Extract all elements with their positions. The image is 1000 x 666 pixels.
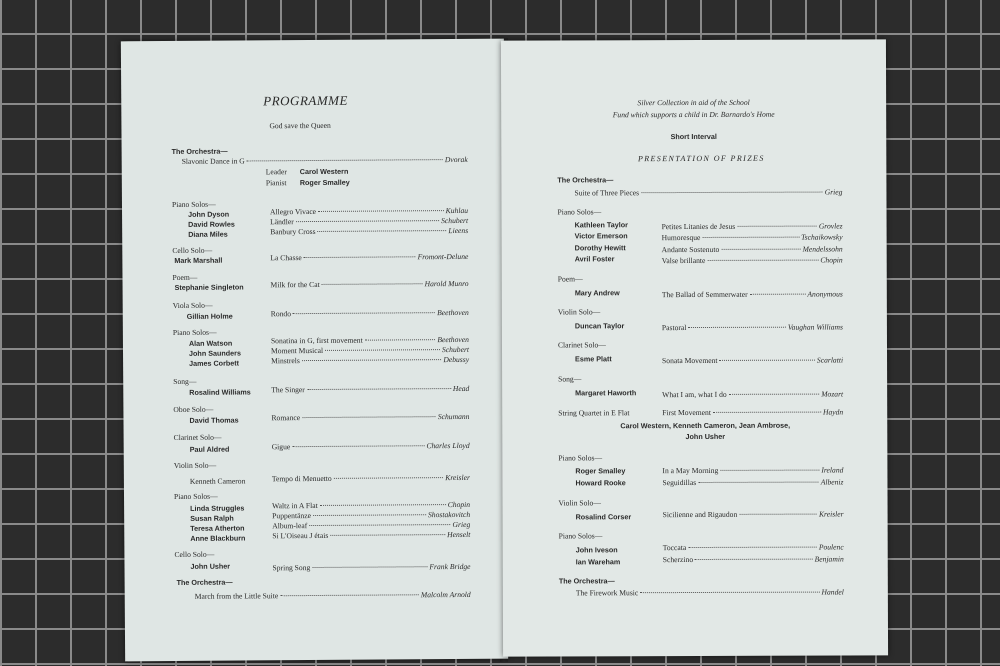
composer: Benjamin	[814, 554, 844, 564]
programme-left-page	[121, 39, 508, 662]
pianist-name: Roger Smalley	[299, 177, 350, 188]
piece: Romance	[271, 413, 301, 423]
section-heading: Viola Solo—	[172, 300, 213, 310]
programme-item	[272, 441, 470, 452]
piece: Moment Musical	[270, 345, 324, 356]
section-heading: The Orchestra—	[176, 577, 233, 587]
section-heading: Piano Solos—	[557, 207, 602, 217]
section-heading: Cello Solo—	[172, 245, 213, 255]
performer: Roger Smalley	[575, 466, 626, 476]
piece: Ländler	[270, 217, 294, 227]
piece: Milk for the Cat	[270, 279, 320, 290]
section-heading: String Quartet in E Flat	[558, 408, 630, 418]
programme-item	[662, 244, 843, 255]
performer: Rosalind Corser	[575, 512, 632, 522]
quartet-players: John Usher	[685, 431, 726, 442]
programme-item	[663, 542, 844, 553]
performer: John Dyson	[188, 209, 230, 219]
performer: Kathleen Taylor	[574, 220, 628, 230]
programme-item	[662, 407, 843, 418]
performer: Diana Miles	[188, 229, 228, 239]
piece: Puppentänze	[272, 511, 311, 521]
programme-item	[270, 252, 468, 263]
piece: Spring Song	[272, 563, 311, 573]
piece: Tempo di Menuetto	[271, 473, 332, 484]
programme-right-page	[501, 39, 888, 656]
programme-item	[271, 308, 469, 319]
performer: Victor Emerson	[574, 231, 628, 241]
section-heading: The Orchestra—	[171, 146, 228, 156]
composer: Tschaikowsky	[801, 232, 843, 242]
composer: Chopin	[820, 255, 843, 265]
programme-item	[663, 509, 844, 520]
piece: Suite of Three Pieces	[574, 188, 640, 198]
composer: Poulenc	[818, 542, 844, 552]
composer: Head	[452, 383, 470, 394]
composer: Mozart	[821, 389, 844, 399]
collection-note: Fund which supports a child in Dr. Barnardo's Home	[612, 109, 775, 120]
programme-item	[272, 530, 470, 541]
performer: Stephanie Singleton	[174, 282, 244, 292]
performer: Duncan Taylor	[574, 321, 625, 331]
performer: John Iveson	[575, 545, 618, 555]
performer: Kenneth Cameron	[189, 476, 246, 486]
piece: Pastoral	[661, 323, 687, 333]
section-heading: Violin Solo—	[557, 307, 601, 317]
prizes-heading: PRESENTATION OF PRIZES	[637, 153, 765, 164]
programme-item	[195, 590, 471, 602]
performer: Gillian Holme	[186, 311, 233, 321]
composer: Beethoven	[437, 307, 469, 318]
section-heading: Song—	[558, 374, 582, 384]
section-heading: Poem—	[557, 274, 583, 284]
section-heading: Piano Solos—	[171, 199, 216, 209]
performer: James Corbett	[189, 358, 240, 368]
interval: Short Interval	[670, 131, 717, 142]
piece: The Firework Music	[575, 588, 639, 598]
composer: Mendelssohn	[802, 244, 843, 254]
section-heading: Piano Solos—	[558, 531, 603, 541]
composer: Harold Munro	[424, 278, 469, 289]
composer: Frank Bridge	[429, 561, 471, 572]
programme-item	[662, 221, 843, 232]
composer: Kreisler	[445, 472, 470, 483]
composer: Malcolm Arnold	[420, 589, 471, 600]
programme-item	[662, 232, 843, 243]
composer: Kuhlau	[445, 205, 469, 216]
piece: Allegro Vivace	[270, 206, 317, 217]
performer: Mark Marshall	[174, 255, 223, 265]
programme-item	[662, 465, 843, 476]
programme-item	[270, 226, 468, 237]
quartet-players: Carol Western, Kenneth Cameron, Jean Ambrose,	[620, 420, 791, 431]
section-heading: Poem—	[172, 272, 198, 282]
section-heading: Violin Solo—	[173, 460, 217, 470]
section-heading: The Orchestra—	[558, 576, 615, 586]
performer: Ian Wareham	[575, 557, 621, 567]
piece: La Chasse	[270, 253, 302, 263]
piece: Sonatina in G, first movement	[270, 335, 363, 346]
piece: In a May Morning	[662, 465, 719, 476]
piece: The Ballad of Semmerwater	[661, 289, 748, 300]
composer: Henselt	[447, 529, 471, 540]
performer: Avril Foster	[574, 254, 615, 264]
composer: Schubert	[441, 344, 470, 355]
piece: Sicilienne and Rigaudon	[662, 509, 738, 520]
composer: Vaughan Williams	[787, 322, 843, 332]
composer: Beethoven	[437, 334, 469, 345]
piece: Si L'Oiseau J étais	[272, 530, 329, 541]
piece: Minstrels	[271, 356, 300, 366]
collection-note: Silver Collection in aid of the School	[637, 97, 750, 108]
composer: Grieg	[824, 187, 843, 197]
section-heading: Cello Solo—	[174, 549, 215, 559]
composer: Shostakovitch	[427, 509, 471, 520]
performer: Alan Watson	[188, 338, 233, 348]
section-heading: Song—	[173, 376, 197, 386]
programme-item	[272, 562, 470, 573]
anthem: God save the Queen	[269, 120, 331, 131]
performer: Susan Ralph	[190, 513, 234, 523]
programme-item	[662, 289, 843, 300]
piece: Gigue	[271, 442, 291, 452]
composer: Handel	[821, 587, 844, 597]
composer: Grovlez	[818, 221, 843, 231]
composer: Albeniz	[820, 477, 844, 487]
piece: What I am, what I do	[662, 389, 727, 400]
leader-name: Carol Western	[299, 166, 349, 177]
piece: Valse brillante	[661, 255, 706, 266]
programme-item	[271, 355, 469, 366]
composer: Schumann	[437, 411, 470, 422]
programme-item	[271, 412, 469, 423]
programme-item	[662, 355, 843, 366]
performer: Rosalind Williams	[189, 387, 251, 397]
programme-item	[182, 155, 468, 167]
composer: Grieg	[452, 519, 471, 530]
piece: Andante Sostenuto	[661, 244, 720, 255]
programme-item	[272, 473, 470, 484]
programme-item	[576, 587, 844, 598]
section-heading: Violin Solo—	[558, 498, 601, 508]
programme-item	[663, 554, 844, 565]
composer: Kreisler	[818, 509, 844, 519]
leader-label: Leader	[265, 167, 287, 177]
programme-item	[662, 389, 843, 400]
composer: Ireland	[821, 465, 844, 475]
performer: John Saunders	[188, 348, 241, 358]
performer: Howard Rooke	[575, 478, 626, 488]
performer: David Rowles	[188, 219, 235, 229]
programme-item	[271, 384, 469, 395]
piece: Album-leaf	[272, 521, 308, 531]
piece: Scherzino	[662, 555, 694, 565]
performer: Linda Struggles	[190, 503, 245, 513]
performer: Paul Aldred	[189, 444, 230, 454]
composer: Schubert	[441, 215, 469, 226]
programme-item	[662, 477, 843, 488]
section-heading: Piano Solos—	[558, 453, 603, 463]
piece: Humoresque	[661, 232, 701, 243]
programme-item	[662, 322, 843, 333]
programme-item	[271, 279, 469, 290]
composer: Fromont-Delune	[417, 251, 469, 262]
composer: Haydn	[822, 407, 844, 417]
composer: Lieens	[448, 225, 469, 236]
section-heading: Piano Solos—	[172, 327, 217, 337]
piece: Banbury Cross	[270, 226, 316, 237]
page-title: PROGRAMME	[263, 92, 348, 109]
performer: Mary Andrew	[574, 288, 620, 298]
section-heading: Piano Solos—	[173, 491, 218, 501]
section-heading: Oboe Solo—	[173, 404, 214, 414]
piece: The Singer	[271, 385, 305, 395]
piece: Toccata	[662, 543, 687, 553]
pianist-label: Pianist	[265, 178, 287, 188]
performer: Dorothy Hewitt	[574, 243, 626, 253]
section-heading: Clarinet Solo—	[557, 340, 606, 350]
performer: Teresa Atherton	[190, 523, 245, 533]
piece: Petites Litanies de Jesus	[661, 221, 736, 232]
composer: Chopin	[447, 499, 471, 510]
piece: Seguidillas	[662, 477, 697, 488]
composer: Scarlatti	[816, 355, 844, 365]
composer: Anonymous	[807, 289, 843, 299]
composer: Charles Lloyd	[426, 440, 470, 451]
performer: Esme Platt	[575, 354, 612, 364]
composer: Dvorak	[444, 154, 468, 165]
section-heading: Clarinet Solo—	[173, 432, 222, 442]
programme-item	[662, 255, 843, 266]
piece: March from the Little Suite	[194, 591, 279, 601]
programme-item	[574, 187, 842, 198]
performer: Margaret Haworth	[575, 388, 637, 398]
piece: Sonata Movement	[662, 355, 718, 366]
composer: Debussy	[443, 354, 470, 365]
performer: Anne Blackburn	[190, 533, 246, 543]
performer: John Usher	[190, 561, 231, 571]
piece: Slavonic Dance in G	[181, 156, 245, 166]
piece: Rondo	[270, 309, 292, 319]
performer: David Thomas	[189, 415, 239, 425]
piece: First Movement	[662, 407, 711, 418]
section-heading: The Orchestra—	[557, 175, 614, 185]
piece: Waltz in A Flat	[272, 500, 318, 511]
